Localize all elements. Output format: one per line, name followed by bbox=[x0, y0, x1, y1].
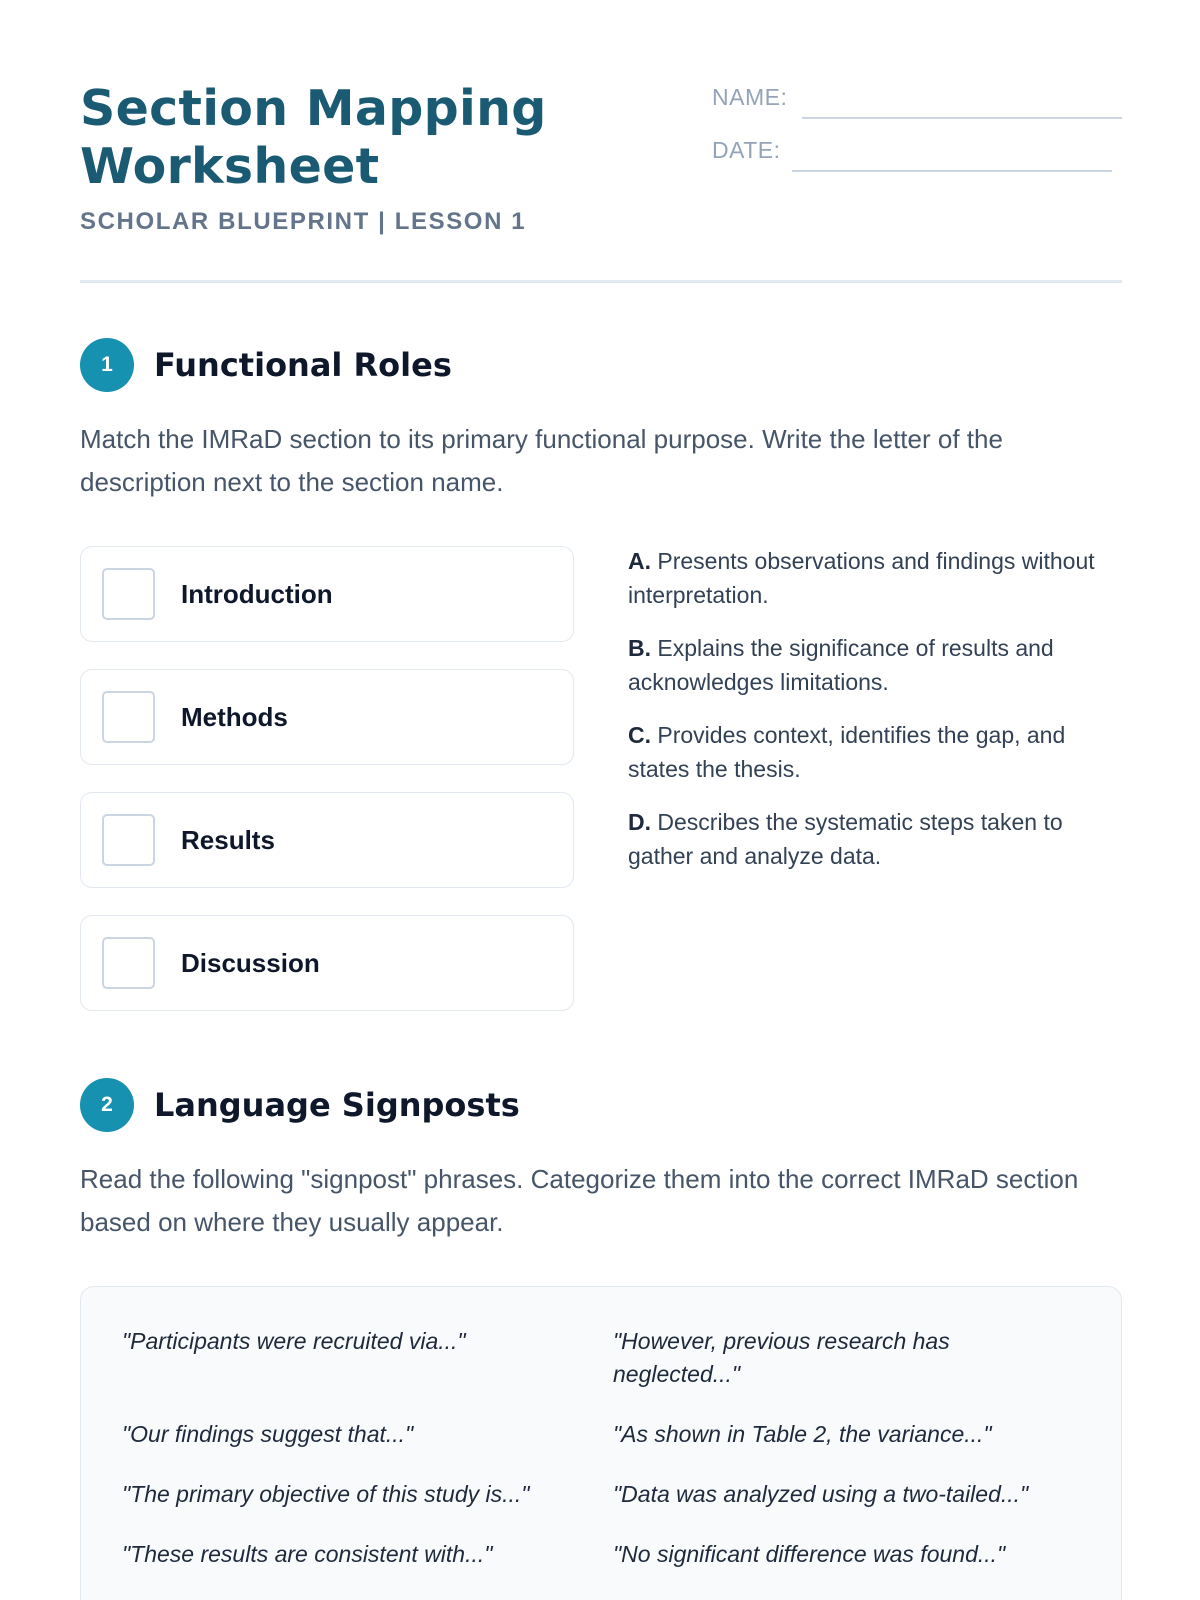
section-1-instructions: Match the IMRaD section to its primary functional purpose. Write the letter of the description next to the section name. bbox=[80, 424, 1003, 497]
signpost-phrase: "These results are consistent with..." bbox=[122, 1541, 493, 1567]
description-text: Explains the significance of results and acknowledges limitations. bbox=[628, 635, 1054, 695]
description-text: Presents observations and findings without interpretation. bbox=[628, 548, 1095, 608]
date-label: DATE: bbox=[712, 137, 781, 163]
section-1-number-badge: 1 bbox=[80, 338, 134, 392]
signpost-phrase: "As shown in Table 2, the variance..." bbox=[613, 1421, 992, 1447]
worksheet-page bbox=[80, 0, 1122, 1600]
answer-box[interactable] bbox=[102, 814, 155, 866]
description-text: Provides context, identifies the gap, and states the thesis. bbox=[628, 722, 1066, 782]
section-name-label: Discussion bbox=[181, 948, 320, 978]
answer-box[interactable] bbox=[102, 937, 155, 989]
description-letter: A. bbox=[628, 548, 651, 574]
match-box-methods bbox=[80, 669, 574, 765]
signpost-phrase: "Participants were recruited via..." bbox=[122, 1328, 466, 1354]
match-box-introduction bbox=[80, 546, 574, 642]
match-box-discussion bbox=[80, 915, 574, 1011]
name-write-line[interactable] bbox=[802, 117, 1122, 119]
description-b bbox=[628, 631, 1122, 699]
section-name-label: Introduction bbox=[181, 579, 333, 609]
description-letter: D. bbox=[628, 809, 651, 835]
name-label: NAME: bbox=[712, 84, 788, 110]
section-2-title: Language Signposts bbox=[154, 1086, 520, 1124]
section-name-label: Results bbox=[181, 825, 275, 855]
page-title bbox=[80, 80, 640, 196]
title-line-2: Worksheet bbox=[80, 138, 380, 195]
section-1-title: Functional Roles bbox=[154, 346, 452, 384]
description-a bbox=[628, 544, 1122, 612]
signpost-phrase: "No significant difference was found..." bbox=[613, 1541, 1006, 1567]
section-name-label: Methods bbox=[181, 702, 288, 732]
description-letter: B. bbox=[628, 635, 651, 661]
description-letter: C. bbox=[628, 722, 651, 748]
section-2-number-badge: 2 bbox=[80, 1078, 134, 1132]
signpost-phrase: "However, previous research has neglected..." bbox=[613, 1328, 950, 1387]
signpost-phrase: "Our findings suggest that..." bbox=[122, 1421, 414, 1447]
page-subtitle: SCHOLAR BLUEPRINT | LESSON 1 bbox=[80, 208, 527, 235]
description-text: Describes the systematic steps taken to gather and analyze data. bbox=[628, 809, 1063, 869]
description-c bbox=[628, 718, 1122, 786]
header-divider bbox=[80, 280, 1122, 283]
signpost-phrase: "Data was analyzed using a two-tailed..." bbox=[613, 1481, 1029, 1507]
worksheet-header bbox=[80, 80, 1122, 284]
answer-box[interactable] bbox=[102, 568, 155, 620]
answer-box[interactable] bbox=[102, 691, 155, 743]
section-2-instructions: Read the following "signpost" phrases. Categorize them into the correct IMRaD section based on where they usually appear. bbox=[80, 1164, 1079, 1237]
match-box-results bbox=[80, 792, 574, 888]
signpost-phrase: "The primary objective of this study is..." bbox=[122, 1481, 530, 1507]
title-line-1: Section Mapping bbox=[80, 80, 547, 137]
description-d bbox=[628, 805, 1122, 873]
signpost-phrase-panel bbox=[80, 1286, 1122, 1600]
date-write-line[interactable] bbox=[792, 170, 1112, 172]
